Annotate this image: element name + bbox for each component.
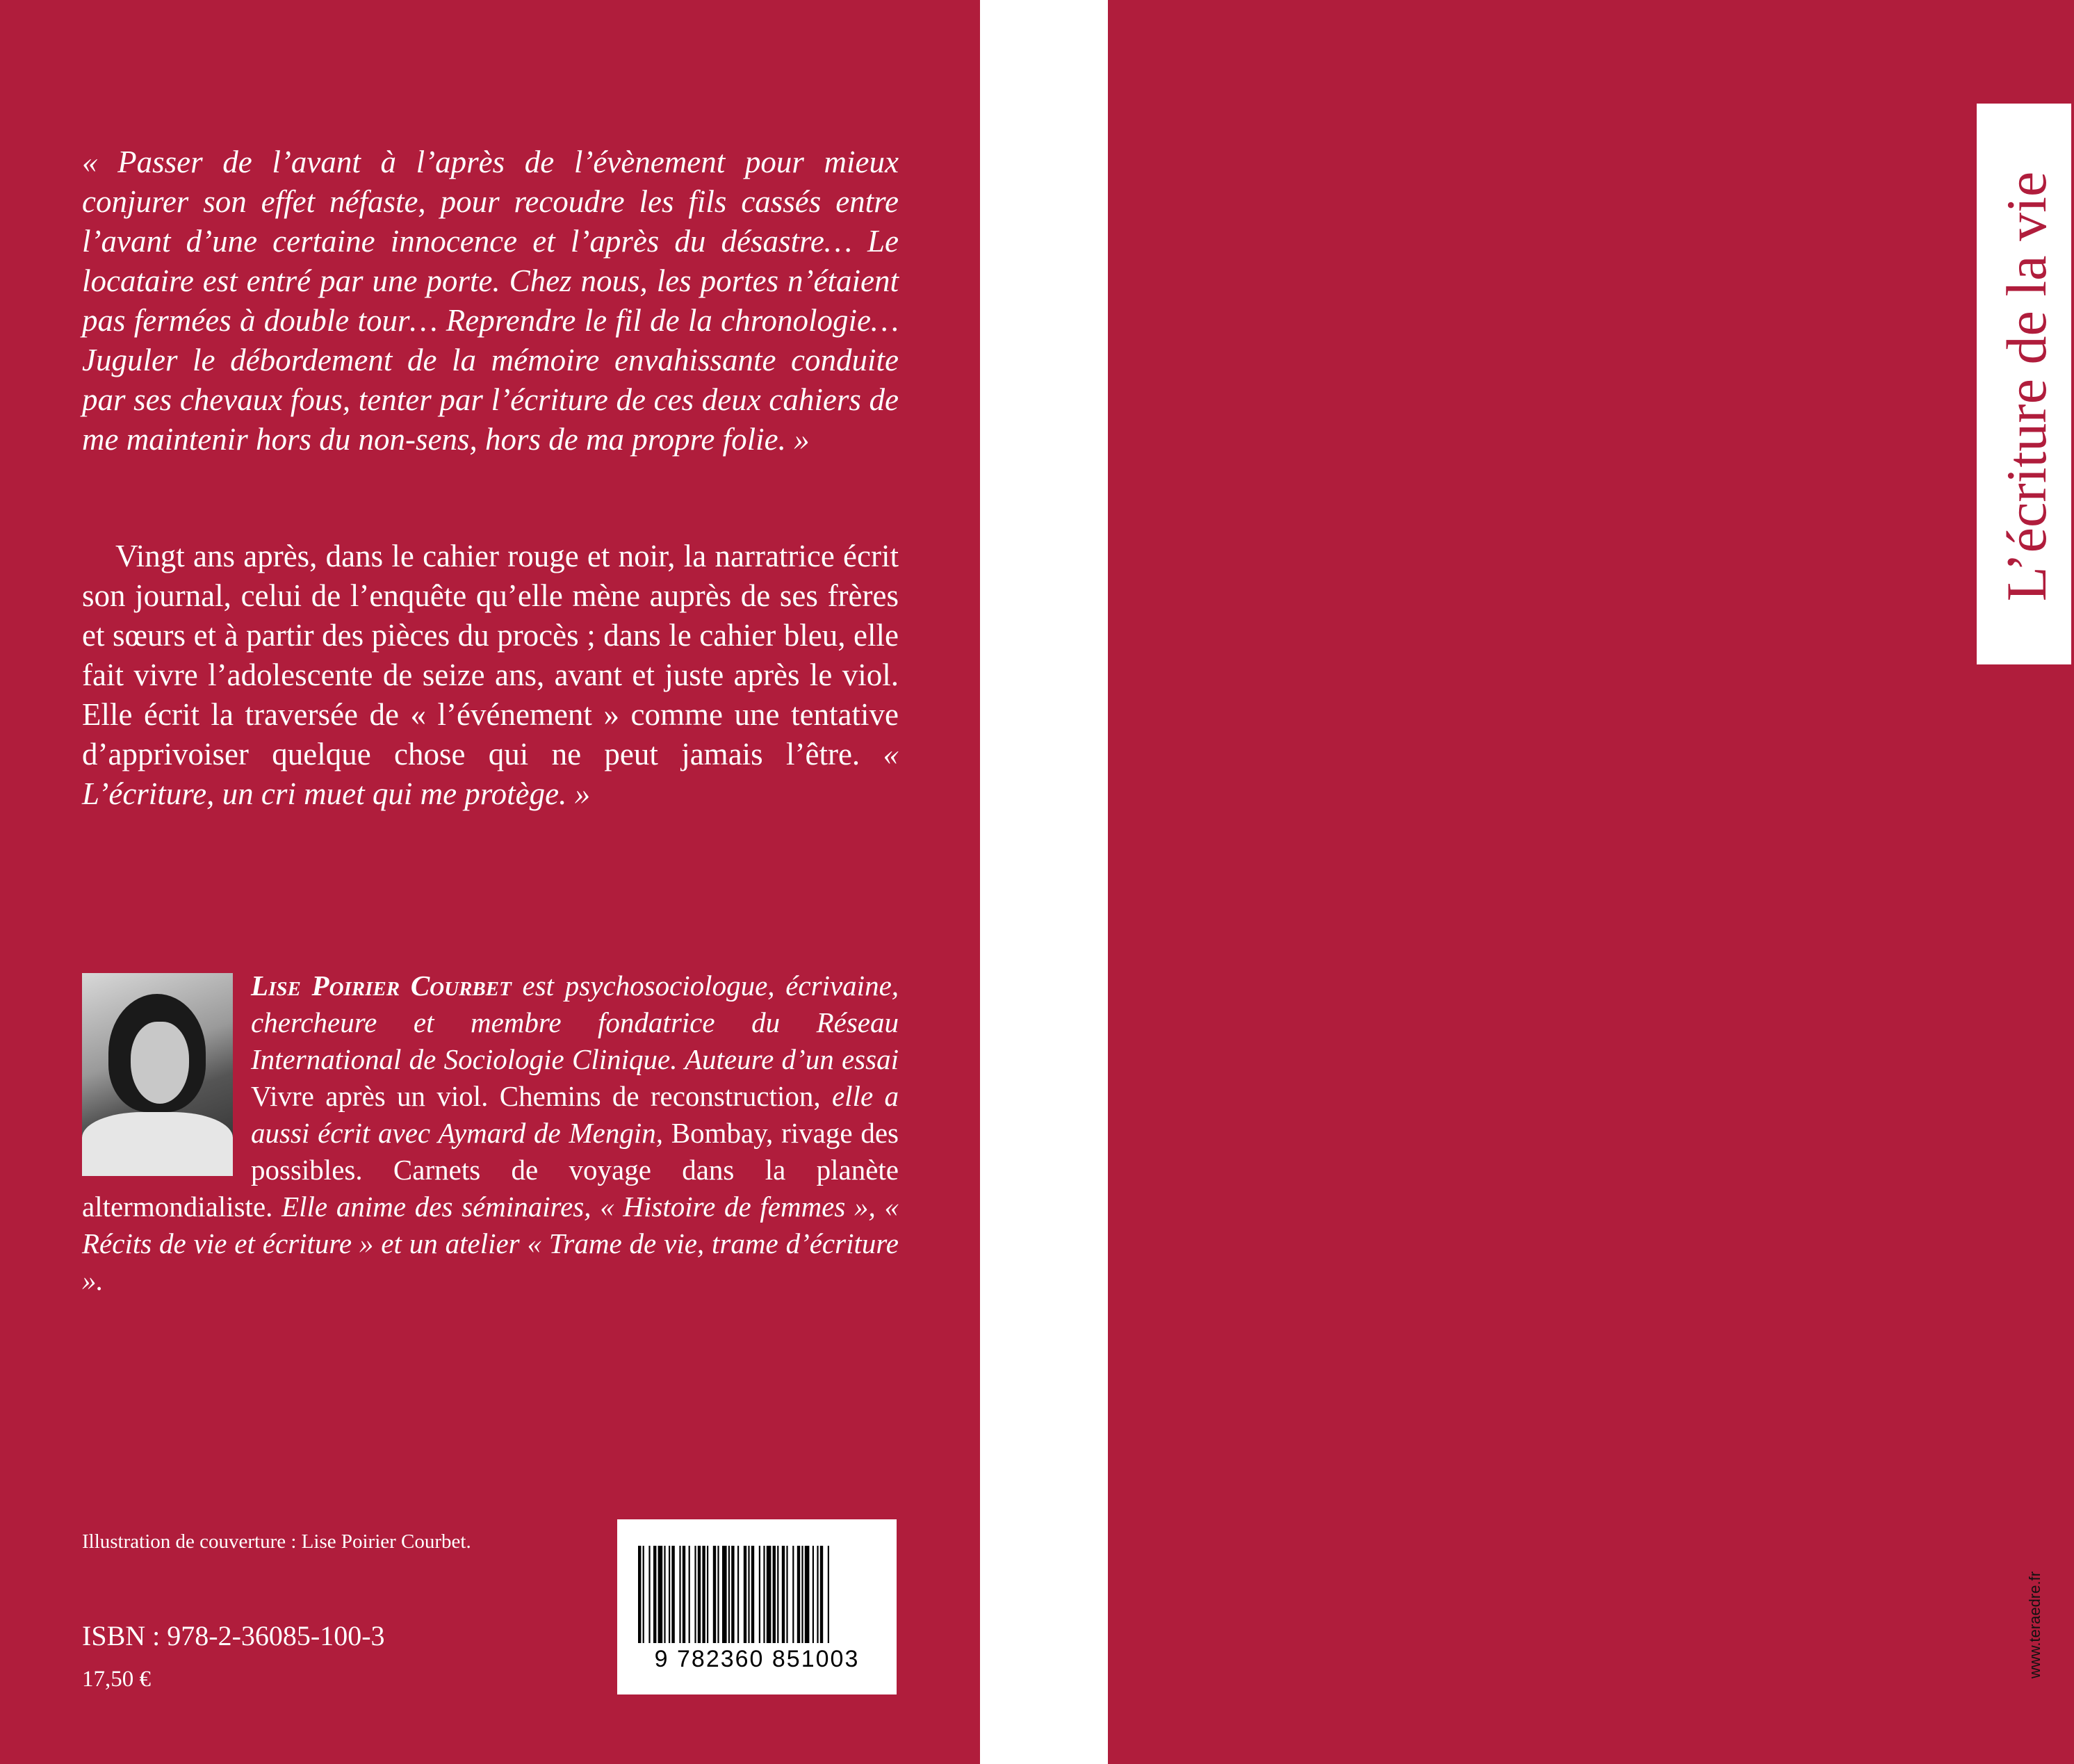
cover-credit: Illustration de couverture : Lise Poirier Courbet. [82, 1530, 471, 1553]
series-frame [1974, 101, 2074, 667]
author-photo [82, 973, 233, 1176]
synopsis [82, 537, 899, 814]
author-bio-part-1: est psychosociologue, écrivaine, chercheure et membre fondatrice du Réseau International de Sociologie Clinique. Auteure d’un essai [251, 970, 899, 1075]
price: 17,50 € [82, 1667, 151, 1692]
spine-panel [980, 0, 2058, 1764]
isbn: ISBN : 978-2-36085-100-3 [82, 1620, 385, 1651]
author-bio-part-3: Elle anime des séminaires, « Histoire de femmes », « Récits de vie et écriture » et un atelier « Trame de vie, trame d’écriture ». [82, 1191, 899, 1296]
barcode [617, 1519, 897, 1694]
barcode-digits: 9 782360 851003 [654, 1646, 860, 1672]
synopsis-closing-quote: « L’écriture, un cri muet qui me protège. » [82, 737, 899, 811]
author-book-1: Vivre après un viol. Chemins de reconstruction, [251, 1080, 821, 1112]
author-book-2: Bombay, rivage des possibles. Carnets de voyage dans la planète altermondialiste. [82, 1117, 899, 1223]
author-bio-part-2: elle a aussi écrit avec Aymard de Mengin, [251, 1080, 899, 1149]
author-bio [82, 967, 899, 1299]
series-title: L’écriture de la vie [1995, 171, 2058, 602]
author-last-name: Poirier Courbet [311, 970, 512, 1002]
synopsis-text: Vingt ans après, dans le cahier rouge et noir, la narratrice écrit son journal, celui de l’enquête qu’elle mène auprès de ses frères et sœurs et à partir des pièces du procès ; dans le cahier bleu, elle fait vivre l’adolescente de seize ans, avant et juste après le viol. Elle écrit la traversée de « l’événement » comme une tentative d’apprivoiser quelque chose qui ne peut jamais l’être. [82, 539, 899, 771]
author-first-name: Lise [251, 970, 301, 1002]
barcode-bars [638, 1546, 876, 1643]
publisher-website: www.teraedre.fr [2026, 1571, 2043, 1679]
excerpt-quote: « Passer de l’avant à l’après de l’évènement pour mieux conjurer son effet néfaste, pour recoudre les fils cassés entre l’avant d’une certaine innocence et l’après du désastre… Le locataire est entré par une porte. Chez nous, les portes n’étaient pas fermées à double tour… Reprendre le fil de la chronologie… Juguler le débordement de la mémoire envahissante conduite par ses chevaux fous, tenter par l’écriture de ces deux cahiers de me maintenir hors du non-sens, hors de ma propre folie. » [82, 145, 899, 457]
